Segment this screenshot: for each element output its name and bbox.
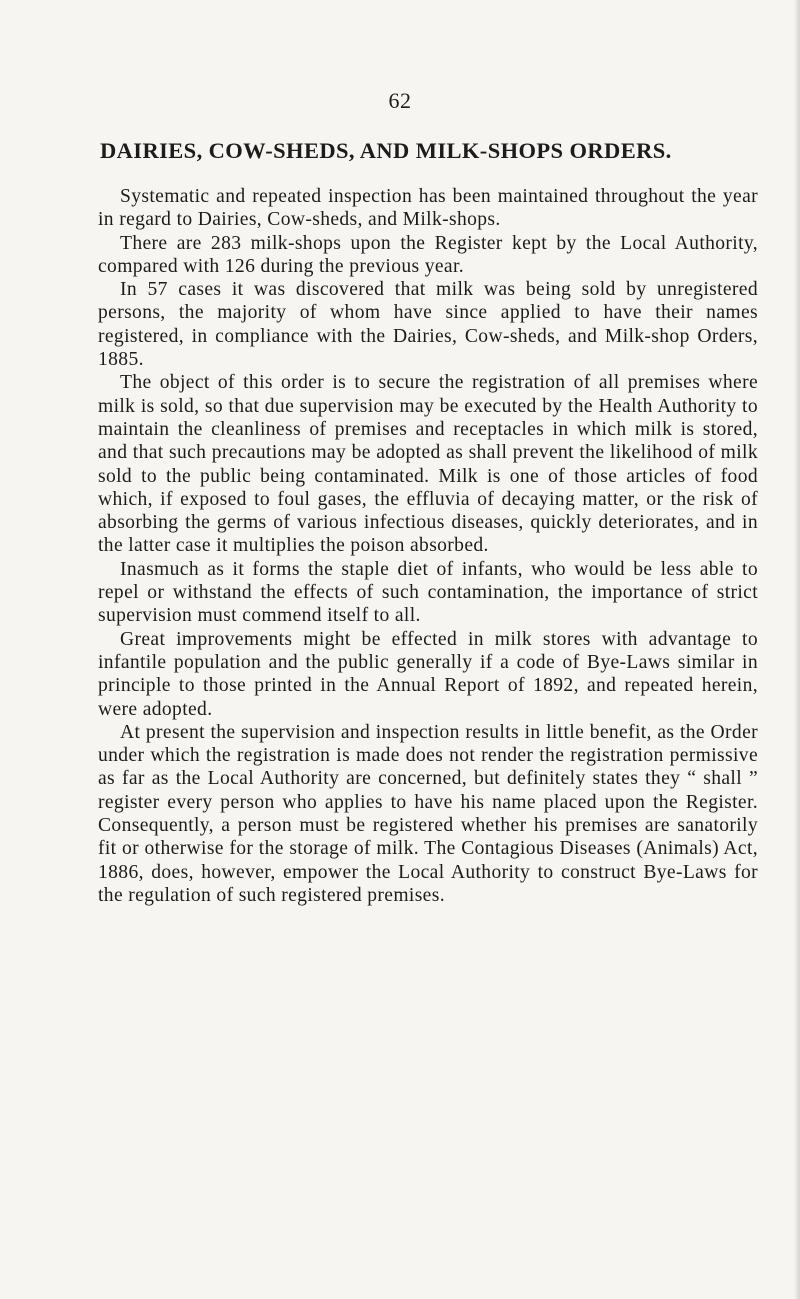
paragraph: At present the supervision and inspection results in little benefit, as the Order under which the registration is made does not render the registration permissive as far as the Local Authority are concerned, but definitely states they “ shall ” register every person who applies to have his name placed upon the Register. Consequently, a person must be registered whether his premises are sanatorily fit or otherwise for the storage of milk. The Contagious Diseases (Animals) Act, 1886, does, however, empower the Local Authority to construct Bye-Laws for the regulation of such registered premises. [98,721,758,906]
paragraph: The object of this order is to secure the registration of all premises where milk is sold, so that due supervision may be executed by the Health Authority to maintain the cleanliness of premises and receptacles in which milk is stored, and that such precautions may be adopted as shall prevent the likelihood of milk sold to the public being contaminated. Milk is one of those articles of food which, if exposed to foul gases, the effluvia of decaying matter, or the risk of absorbing the germs of various infectious diseases, quickly deteriorates, and in the latter case it multiplies the poison absorbed. [98,372,758,557]
page-edge-shadow [794,0,800,1299]
page-number: 62 [388,88,412,113]
paragraph: Systematic and repeated inspection has been maintained throughout the year in regard to Dairies, Cow-sheds, and Milk-shops. [98,186,758,231]
paragraph: Inasmuch as it forms the staple diet of infants, who would be less able to repel or withstand the effects of such contamination, the importance of strict supervision must commend itself to all. [98,558,758,627]
paragraph: Great improvements might be effected in milk stores with advantage to infantile population and the public generally if a code of Bye-Laws similar in principle to those printed in the Annual Report of 1892, and repeated herein, were adopted. [98,628,758,720]
body-text [98,185,758,907]
paragraph: In 57 cases it was discovered that milk was being sold by unregistered persons, the majority of whom have since applied to have their names registered, in compliance with the Dairies, Cow-sheds, and Milk-shop Orders, 1885. [98,279,758,371]
paragraph: There are 283 milk-shops upon the Register kept by the Local Authority, compared with 126 during the previous year. [98,232,758,277]
section-heading: DAIRIES, COW-SHEDS, AND MILK-SHOPS ORDERS. [100,138,672,163]
